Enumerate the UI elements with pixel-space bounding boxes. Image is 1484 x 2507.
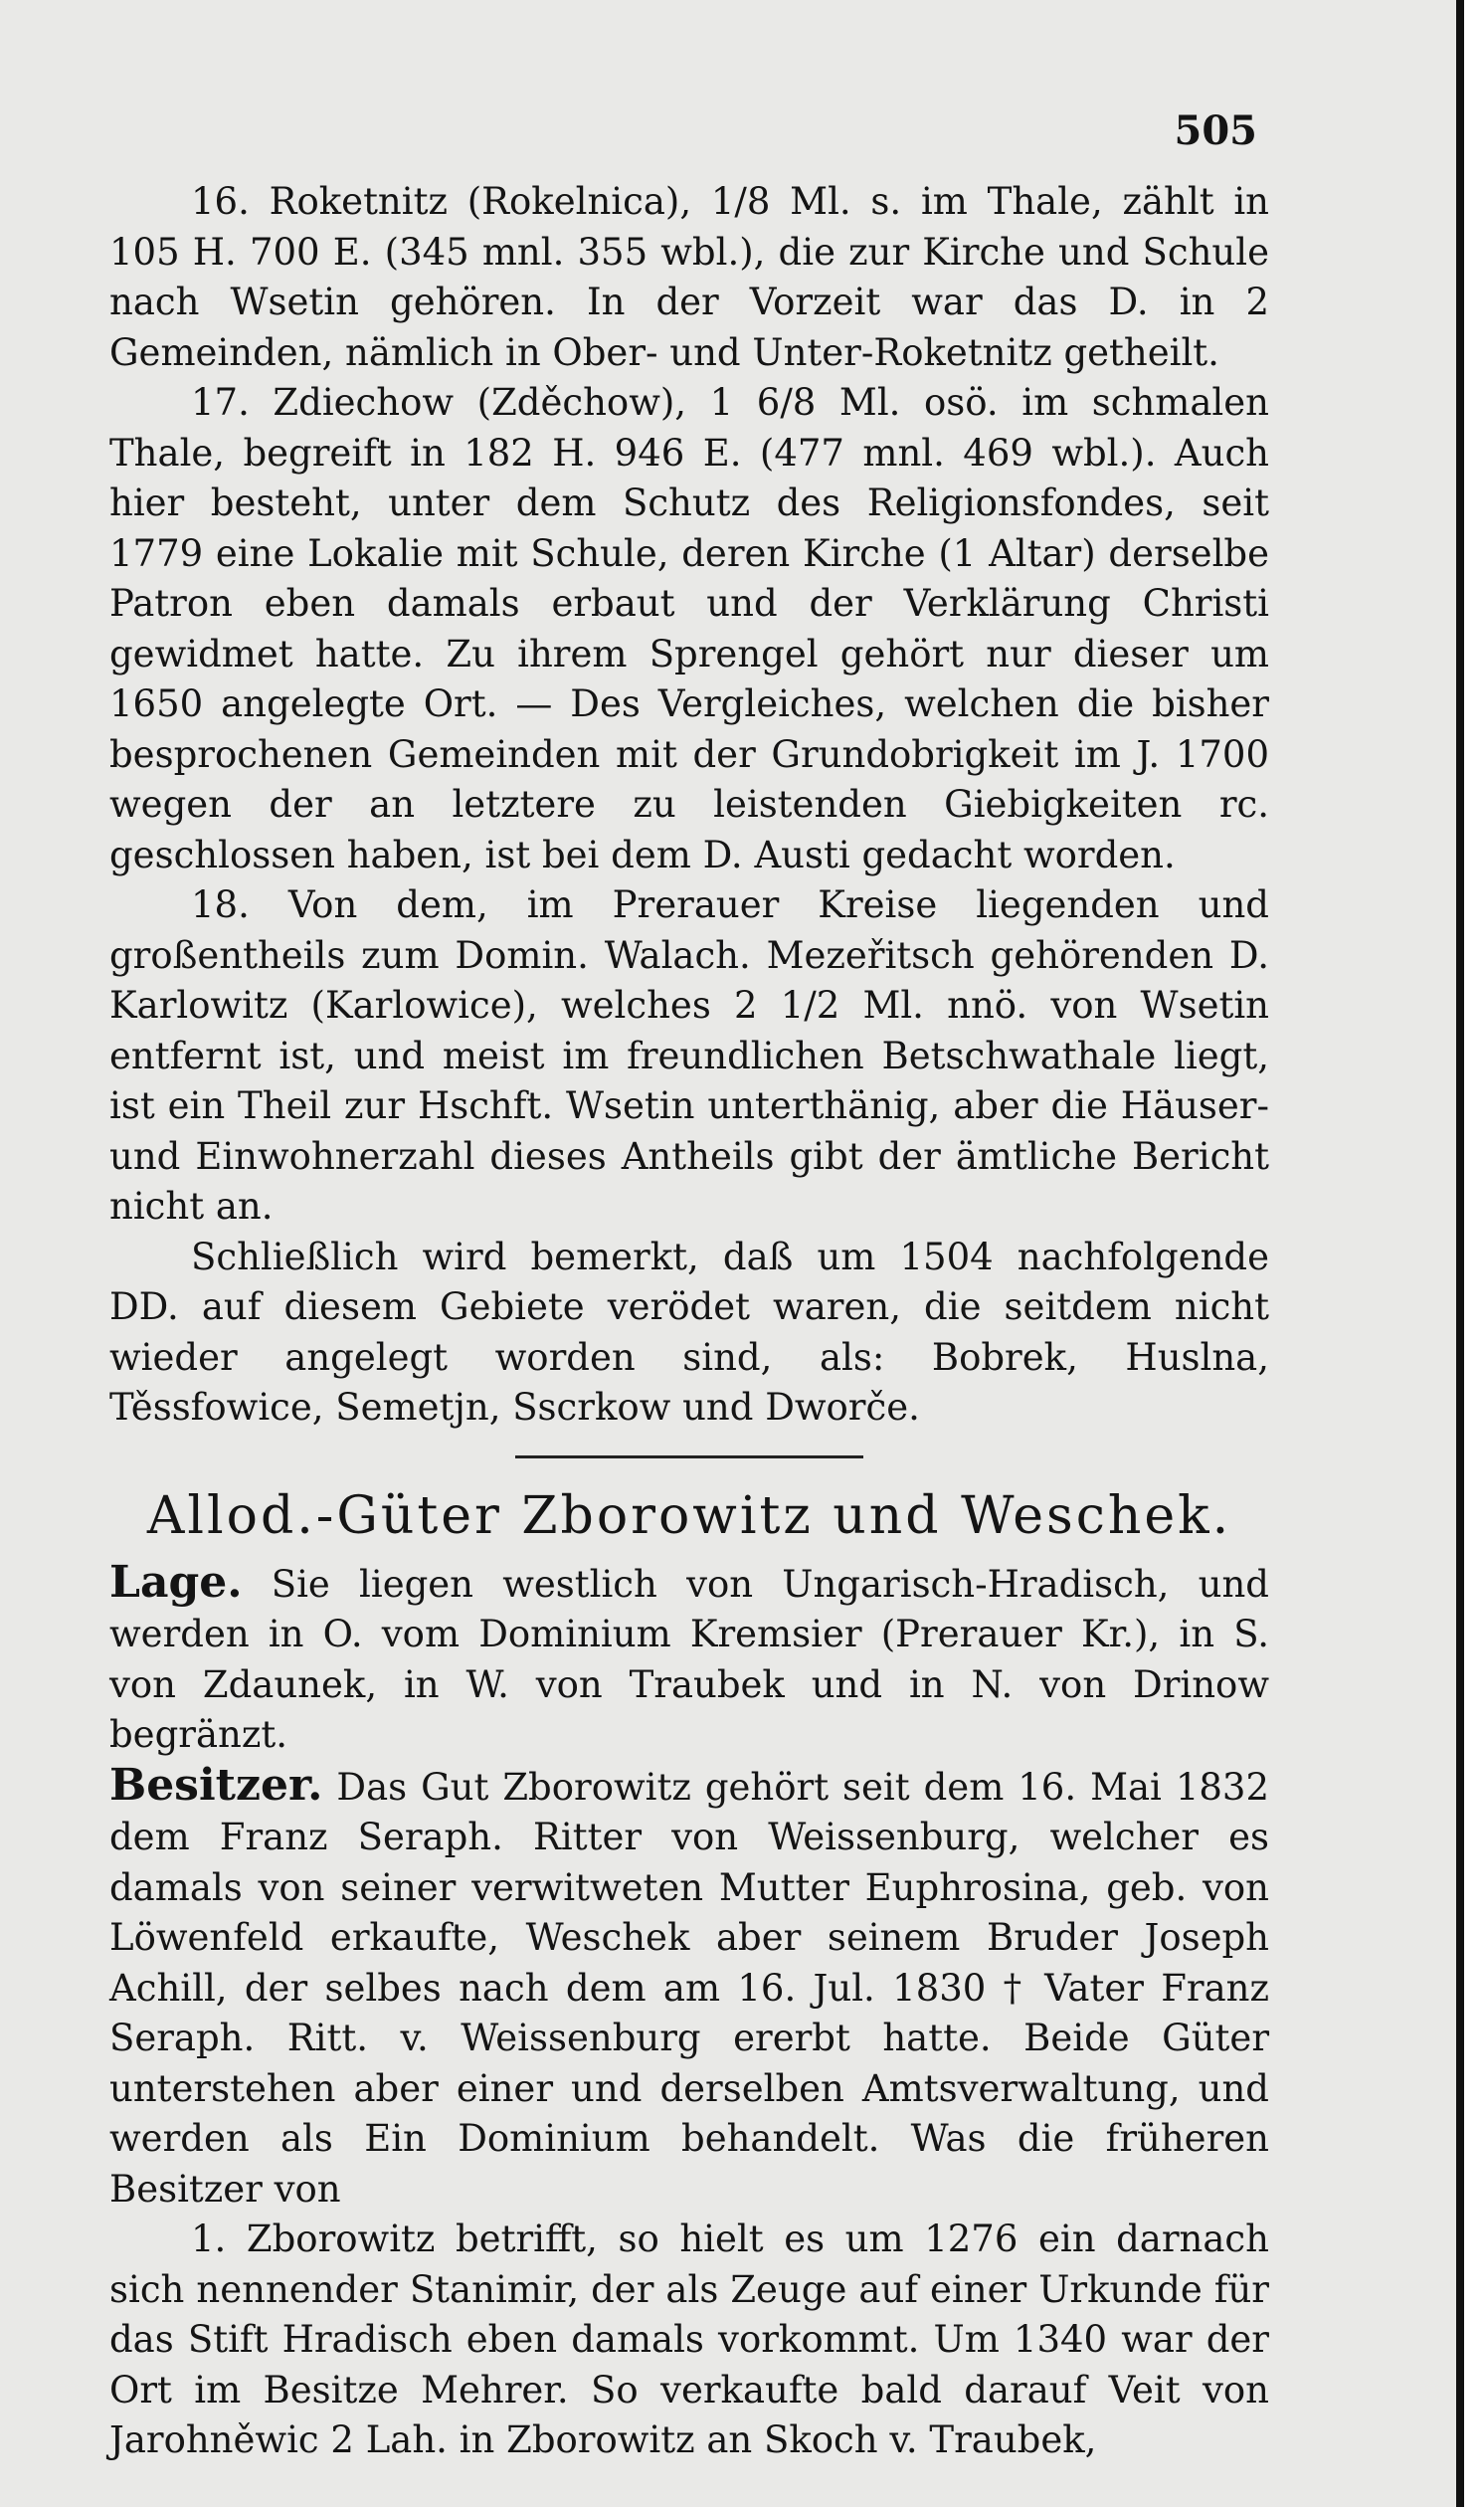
page-number: 505 [1174,107,1257,154]
lage-text: Sie liegen westlich von Ungarisch-Hradisch, und werden in O. vom Dominium Kremsier (Prerauer Kr.), in S. von Zdaunek, in W. von Traubek und in N. von Drinow begränzt. [109,1562,1269,1756]
section-title: Allod.-Güter Zborowitz und Weschek. [146,1485,1232,1546]
item-1-zborowitz: 1. Zborowitz betrifft, so hielt es um 1276 ein darnach sich nennender Stanimir, der als Zeuge auf einer Urkunde für das Stift Hradisch eben damals vorkommt. Um 1340 war der Ort im Besitze Mehrer. So verkaufte bald darauf Veit von Jarohněwic 2 Lah. in Zborowitz an Skoch v. Traubek, [109,2218,1269,2461]
besitzer-paragraph [109,1761,1269,2216]
besitzer-heading: Besitzer. [109,1759,323,1811]
entry-16-roketnitz: 16. Roketnitz (Rokelnica), 1/8 Ml. s. im Thale, zählt in 105 H. 700 E. (345 mnl. 355 wbl.), die zur Kirche und Schule nach Wsetin gehören. In der Vorzeit war das D. in 2 Gemeinden, nämlich in Ober- und Unter-Roketnitz getheilt. [109,180,1269,374]
lage-heading: Lage. [109,1556,243,1608]
page-edge [1456,0,1484,2507]
entry-17-zdiechow: 17. Zdiechow (Zděchow), 1 6/8 Ml. osö. im schmalen Thale, begreift in 182 H. 946 E. (477 mnl. 469 wbl.). Auch hier besteht, unter dem Schutz des Religionsfondes, seit 1779 eine Lokalie mit Schule, deren Kirche (1 Altar) derselbe Patron eben damals erbaut und der Verklärung Christi gewidmet hatte. Zu ihrem Sprengel gehört nur dieser um 1650 angelegte Ort. — Des Vergleiches, welchen die bisher besprochenen Gemeinden mit der Grundobrigkeit im J. 1700 wegen der an letztere zu leistenden Giebigkeiten rc. geschlossen haben, ist bei dem D. Austi gedacht worden. [109,381,1269,876]
section-divider [515,1455,863,1458]
closing-remark-paragraph: Schließlich wird bemerkt, daß um 1504 nachfolgende DD. auf diesem Gebiete verödet waren, die seitdem nicht wieder angelegt worden sind, als: Bobrek, Huslna, Těssfowice, Semetjn, Sscrkow und Dworče. [109,1235,1269,1429]
text-column [109,177,1269,2466]
besitzer-text: Das Gut Zborowitz gehört seit dem 16. Mai 1832 dem Franz Seraph. Ritter von Weissenburg, welcher es damals von seiner verwitweten Mutter Euphrosina, geb. von Löwenfeld erkaufte, Weschek aber seinem Bruder Joseph Achill, der selbes nach dem am 16. Jul. 1830 † Vater Franz Seraph. Ritt. v. Weissenburg ererbt hatte. Beide Güter unterstehen aber einer und derselben Amtsverwaltung, und werden als Ein Dominium behandelt. Was die früheren Besitzer von [109,1765,1269,2211]
lage-paragraph [109,1558,1269,1761]
entry-18-karlowitz: 18. Von dem, im Prerauer Kreise liegenden und großentheils zum Domin. Walach. Mezeřitsch gehörenden D. Karlowitz (Karlowice), welches 2 1/2 Ml. nnö. von Wsetin entfernt ist, und meist im freundlichen Betschwathale liegt, ist ein Theil zur Hschft. Wsetin unterthänig, aber die Häuser- und Einwohnerzahl dieses Antheils gibt der ämtliche Bericht nicht an. [109,883,1269,1228]
